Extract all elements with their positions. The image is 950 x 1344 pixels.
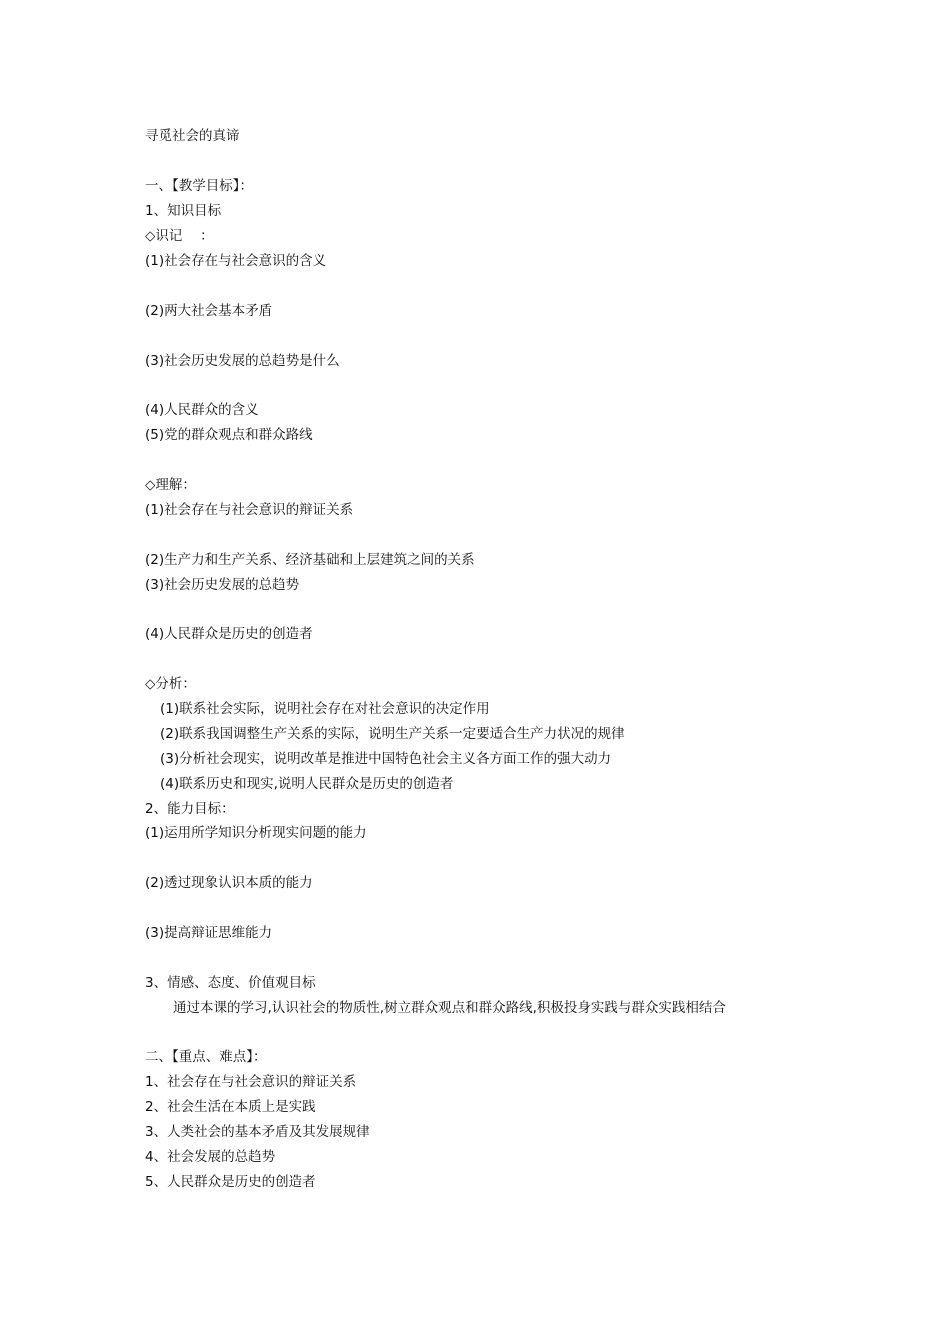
key-point-5: 5、人民群众是历史的创造者 [145, 1174, 316, 1190]
ability-goal-heading: 2、能力目标： [145, 801, 235, 817]
understand-item-1: (1)社会存在与社会意识的辩证关系 [145, 502, 354, 518]
ability-item-2: (2)透过现象认识本质的能力 [145, 875, 313, 891]
section1-heading: 一、【教学目标】： [145, 178, 253, 194]
document-title: 寻觅社会的真谛 [145, 128, 240, 144]
recall-item-3: (3)社会历史发展的总趋势是什么 [145, 353, 340, 369]
ability-item-1: (1)运用所学知识分析现实问题的能力 [145, 825, 367, 841]
section2-heading: 二、【重点、难点】： [145, 1049, 267, 1065]
understand-heading: ◇理解： [145, 477, 196, 493]
recall-item-2: (2)两大社会基本矛盾 [145, 303, 273, 319]
understand-item-3: (3)社会历史发展的总趋势 [145, 577, 300, 593]
recall-heading: ◇识记 ： [145, 228, 214, 244]
analysis-item-1: (1)联系社会实际，说明社会存在对社会意识的决定作用 [160, 701, 490, 717]
emotion-goal-heading: 3、情感、态度、价值观目标 [145, 975, 316, 991]
recall-item-1: (1)社会存在与社会意识的含义 [145, 253, 327, 269]
key-point-1: 1、社会存在与社会意识的辩证关系 [145, 1074, 357, 1090]
knowledge-goal-heading: 1、知识目标 [145, 203, 222, 219]
analysis-item-2: (2)联系我国调整生产关系的实际，说明生产关系一定要适合生产力状况的规律 [160, 726, 625, 742]
key-point-3: 3、人类社会的基本矛盾及其发展规律 [145, 1124, 370, 1140]
analysis-heading: ◇分析： [145, 676, 196, 692]
analysis-item-4: (4)联系历史和现实,说明人民群众是历史的创造者 [160, 776, 454, 792]
key-point-4: 4、社会发展的总趋势 [145, 1149, 276, 1165]
recall-item-5: (5)党的群众观点和群众路线 [145, 427, 313, 443]
emotion-goal-text: 通过本课的学习,认识社会的物质性,树立群众观点和群众路线,积极投身实践与群众实践相结合 [173, 1000, 726, 1016]
understand-item-4: (4)人民群众是历史的创造者 [145, 626, 313, 642]
key-point-2: 2、社会生活在本质上是实践 [145, 1099, 316, 1115]
understand-item-2: (2)生产力和生产关系、经济基础和上层建筑之间的关系 [145, 552, 475, 568]
analysis-item-3: (3)分析社会现实，说明改革是推进中国特色社会主义各方面工作的强大动力 [160, 751, 612, 767]
recall-item-4: (4)人民群众的含义 [145, 402, 259, 418]
ability-item-3: (3)提高辩证思维能力 [145, 925, 273, 941]
